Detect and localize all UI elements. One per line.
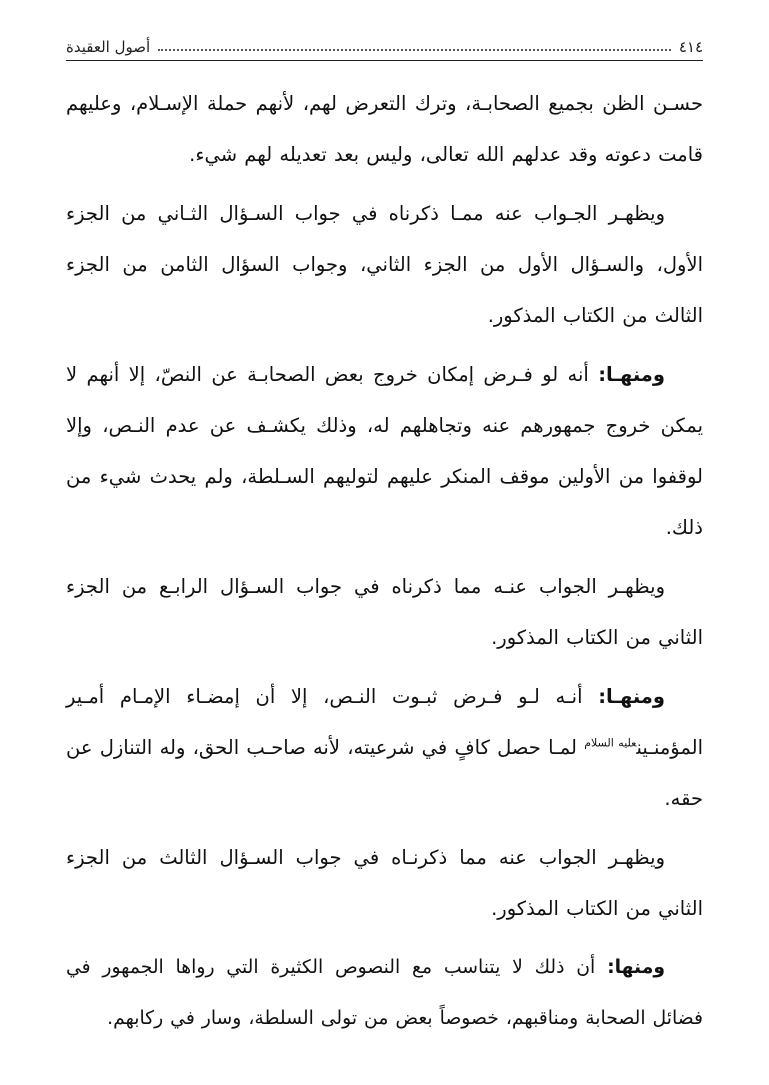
paragraph-7 bbox=[66, 942, 703, 1044]
header-leader-dots bbox=[158, 48, 671, 51]
paragraph-lead: ومنهـا: bbox=[598, 363, 665, 386]
running-header bbox=[66, 22, 703, 56]
paragraph-lead: ومنهـا: bbox=[598, 685, 665, 708]
paragraph-lead: ومنها: bbox=[607, 957, 665, 978]
paragraph-text: ويظهـر الجواب عنـه مما ذكرناه في جواب السـؤال الرابـع من الجزء الثاني من الكتاب المذكور. bbox=[66, 575, 703, 649]
honorific-glyph: عليه السلام bbox=[584, 736, 637, 750]
paragraph-text: ويظهـر الجـواب عنه ممـا ذكرناه في جواب السـؤال الثـاني من الجزء الأول، والسـؤال الأول من الجزء الثاني، وجواب السؤال الثامن من الجزء الثالث من الكتاب المذكور. bbox=[66, 202, 703, 327]
paragraph-1 bbox=[66, 78, 703, 180]
paragraph-4 bbox=[66, 561, 703, 663]
paragraph-text: حسـن الظن بجميع الصحابـة، وترك التعرض لهم، لأنهم حملة الإسـلام، وعليهم قامت دعوته وقد عدلهم الله تعالى، وليس بعد تعديله لهم شيء. bbox=[66, 92, 703, 166]
page-number: ٤١٤ bbox=[678, 38, 703, 56]
body-text bbox=[66, 78, 703, 1052]
paragraph-text: أنـه لـو فـرض ثبـوت النـص، إلا أن إمضـاء الإمـام أمـير المؤمنـين bbox=[66, 685, 703, 759]
book-title: أصول العقيدة bbox=[66, 38, 151, 56]
paragraph-6 bbox=[66, 832, 703, 934]
paragraph-5 bbox=[66, 671, 703, 824]
paragraph-text: لمـا حصل كافٍ في شرعيته، لأنه صاحـب الحق، وله التنازل عن حقه. bbox=[66, 736, 703, 810]
paragraph-text: أنه لو فـرض إمكان خروج بعض الصحابـة عن النصّ، إلا أنهم لا يمكن خروج جمهورهم عنه وتجاهلهم له، وذلك يكشـف عن عدم النـص، وإلا لوقفوا من الأولين موقف المنكر عليهم لتوليهم السـلطة، ولم يحدث شيء من ذلك. bbox=[66, 363, 703, 539]
paragraph-text: أن ذلك لا يتناسب مع النصوص الكثيرة التي رواها الجمهور في فضائل الصحابة ومناقبهم، خصوصاً بعض من تولى السلطة، وسار في ركابهم. bbox=[66, 957, 703, 1029]
paragraph-3 bbox=[66, 349, 703, 553]
paragraph-text: ويظهـر الجواب عنه مما ذكرنـاه في جواب السـؤال الثالث من الجزء الثاني من الكتاب المذكور. bbox=[66, 846, 703, 920]
header-rule bbox=[66, 60, 703, 61]
paragraph-2 bbox=[66, 188, 703, 341]
